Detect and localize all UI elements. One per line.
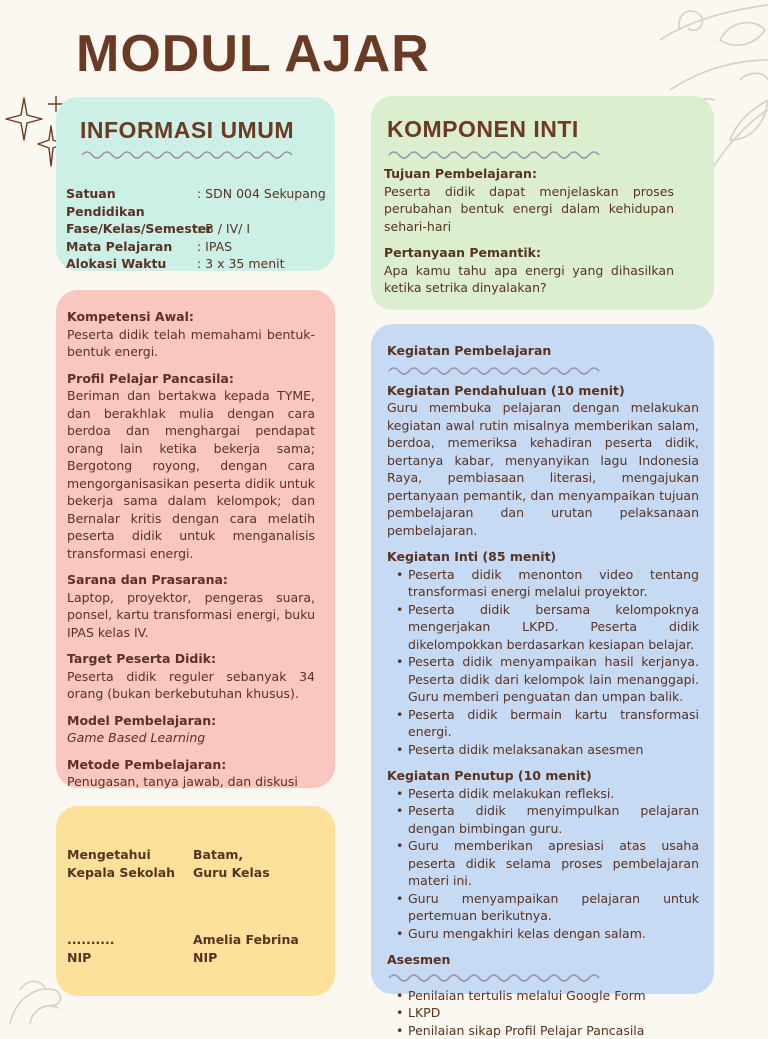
list-item: • Penilaian sikap Profil Pelajar Pancasila xyxy=(387,1022,699,1039)
list-item: • Peserta didik menyampaikan hasil kerjanya. Peserta didik dari kelompok lain menanggapi. Guru memberi penguatan dan umpan balik. xyxy=(387,653,699,706)
kompetensi-awal-text: Peserta didik telah memahami bentuk-bentuk energi. xyxy=(67,326,315,361)
tujuan-label: Tujuan Pembelajaran: xyxy=(384,165,674,183)
profil-text: Beriman dan bertakwa kepada TYME, dan berakhlak mulia dengan cara berdoa dan menghargai pendapat orang lain ketika bekerja sama; Bergotong royong, dengan cara mengorganisasikan peserta didik untuk bekerja sama dalam kelompok; dan Bernalar kritis dengan cara melatih peserta didik untuk menganalisis transformasi energi. xyxy=(67,387,315,562)
komponen-inti-card xyxy=(371,96,714,310)
signature-left-name xyxy=(67,931,115,966)
squiggle-divider-icon xyxy=(387,364,599,378)
informasi-umum-heading: INFORMASI UMUM xyxy=(80,117,294,144)
kompetensi-content xyxy=(67,308,315,791)
signature-left-block xyxy=(67,846,175,881)
target-text: Peserta didik reguler sebanyak 34 orang (bukan berkebutuhan khusus). xyxy=(67,668,315,703)
nip-left: NIP xyxy=(67,949,115,967)
komponen-inti-heading: KOMPONEN INTI xyxy=(387,116,579,143)
asesmen-label: Asesmen xyxy=(387,951,699,969)
guru-kelas-text: Guru Kelas xyxy=(193,864,270,882)
profil-label: Profil Pelajar Pancasila: xyxy=(67,370,315,388)
list-item: • Peserta didik bersama kelompoknya mengerjakan LKPD. Peserta didik dikelompokkan berdasarkan kesiapan belajar. xyxy=(387,601,699,654)
kompetensi-awal-label: Kompetensi Awal: xyxy=(67,308,315,326)
list-item: • Peserta didik melaksanakan asesmen xyxy=(387,741,699,759)
informasi-umum-card xyxy=(56,97,335,271)
list-item: • Penilaian tertulis melalui Google Form xyxy=(387,987,699,1005)
nip-right: NIP xyxy=(193,949,299,967)
info-row: Satuan Pendidikan : SDN 004 Sekupang xyxy=(66,185,331,220)
list-item: • Peserta didik bermain kartu transformasi energi. xyxy=(387,706,699,741)
sarana-label: Sarana dan Prasarana: xyxy=(67,571,315,589)
target-label: Target Peserta Didik: xyxy=(67,650,315,668)
list-item: • Guru mengakhiri kelas dengan salam. xyxy=(387,925,699,943)
tujuan-text: Peserta didik dapat menjelaskan proses perubahan bentuk energi dalam kehidupan sehari-hari xyxy=(384,183,674,236)
signature-right-block xyxy=(193,846,270,881)
page-title: MODUL AJAR xyxy=(76,24,430,84)
penutup-list xyxy=(387,785,699,943)
kegiatan-heading: Kegiatan Pembelajaran xyxy=(387,342,699,360)
info-row: Fase/Kelas/Semester : B / IV/ I xyxy=(66,220,331,238)
list-item: • Peserta didik melakukan refleksi. xyxy=(387,785,699,803)
pemantik-label: Pertanyaan Pemantik: xyxy=(384,244,674,262)
info-row: Alokasi Waktu : 3 x 35 menit xyxy=(66,255,331,273)
kepala-sekolah-text: Kepala Sekolah xyxy=(67,864,175,882)
pendahuluan-text: Guru membuka pelajaran dengan melakukan kegiatan awal rutin misalnya memberikan salam, berdoa, memeriksa kehadiran peserta didik, bertanya kabar, menyanyikan lagu Indonesia Raya, pembiasaan literasi, mengajukan pertanyaan pemantik, dan menyampaikan tujuan pembelajaran dan urutan pelaksanaan pembelajaran. xyxy=(387,399,699,539)
batam-text: Batam, xyxy=(193,846,270,864)
mengetahui-text: Mengetahui xyxy=(67,846,175,864)
list-item: • LKPD xyxy=(387,1004,699,1022)
kegiatan-content xyxy=(387,342,699,1039)
kompetensi-card xyxy=(56,290,335,788)
komponen-content xyxy=(384,165,674,297)
teacher-name: Amelia Febrina xyxy=(193,931,299,949)
info-table xyxy=(66,185,331,273)
list-item: • Peserta didik menonton video tentang transformasi energi melalui proyektor. xyxy=(387,566,699,601)
model-label: Model Pembelajaran: xyxy=(67,712,315,730)
metode-label: Metode Pembelajaran: xyxy=(67,756,315,774)
inti-label: Kegiatan Inti (85 menit) xyxy=(387,548,699,566)
sarana-text: Laptop, proyektor, pengeras suara, ponsel, kartu transformasi energi, buku IPAS kelas IV. xyxy=(67,589,315,642)
pemantik-text: Apa kamu tahu apa energi yang dihasilkan ketika setrika dinyalakan? xyxy=(384,262,674,297)
metode-text: Penugasan, tanya jawab, dan diskusi xyxy=(67,773,315,791)
kegiatan-card xyxy=(371,324,714,994)
list-item: • Guru menyampaikan pelajaran untuk pertemuan berikutnya. xyxy=(387,890,699,925)
squiggle-divider-icon xyxy=(387,971,599,985)
pendahuluan-label: Kegiatan Pendahuluan (10 menit) xyxy=(387,382,699,400)
signature-card xyxy=(56,806,335,996)
penutup-label: Kegiatan Penutup (10 menit) xyxy=(387,767,699,785)
list-item: • Peserta didik menyimpulkan pelajaran dengan bimbingan guru. xyxy=(387,802,699,837)
signature-right-name xyxy=(193,931,299,966)
list-item: • Guru memberikan apresiasi atas usaha peserta didik selama proses pembelajaran materi ini. xyxy=(387,837,699,890)
model-text: Game Based Learning xyxy=(67,729,315,747)
asesmen-list xyxy=(387,987,699,1039)
squiggle-divider-icon xyxy=(80,148,292,162)
squiggle-divider-icon xyxy=(387,148,599,162)
info-row: Mata Pelajaran : IPAS xyxy=(66,238,331,256)
principal-name-placeholder: .......... xyxy=(67,931,115,949)
inti-list xyxy=(387,566,699,759)
